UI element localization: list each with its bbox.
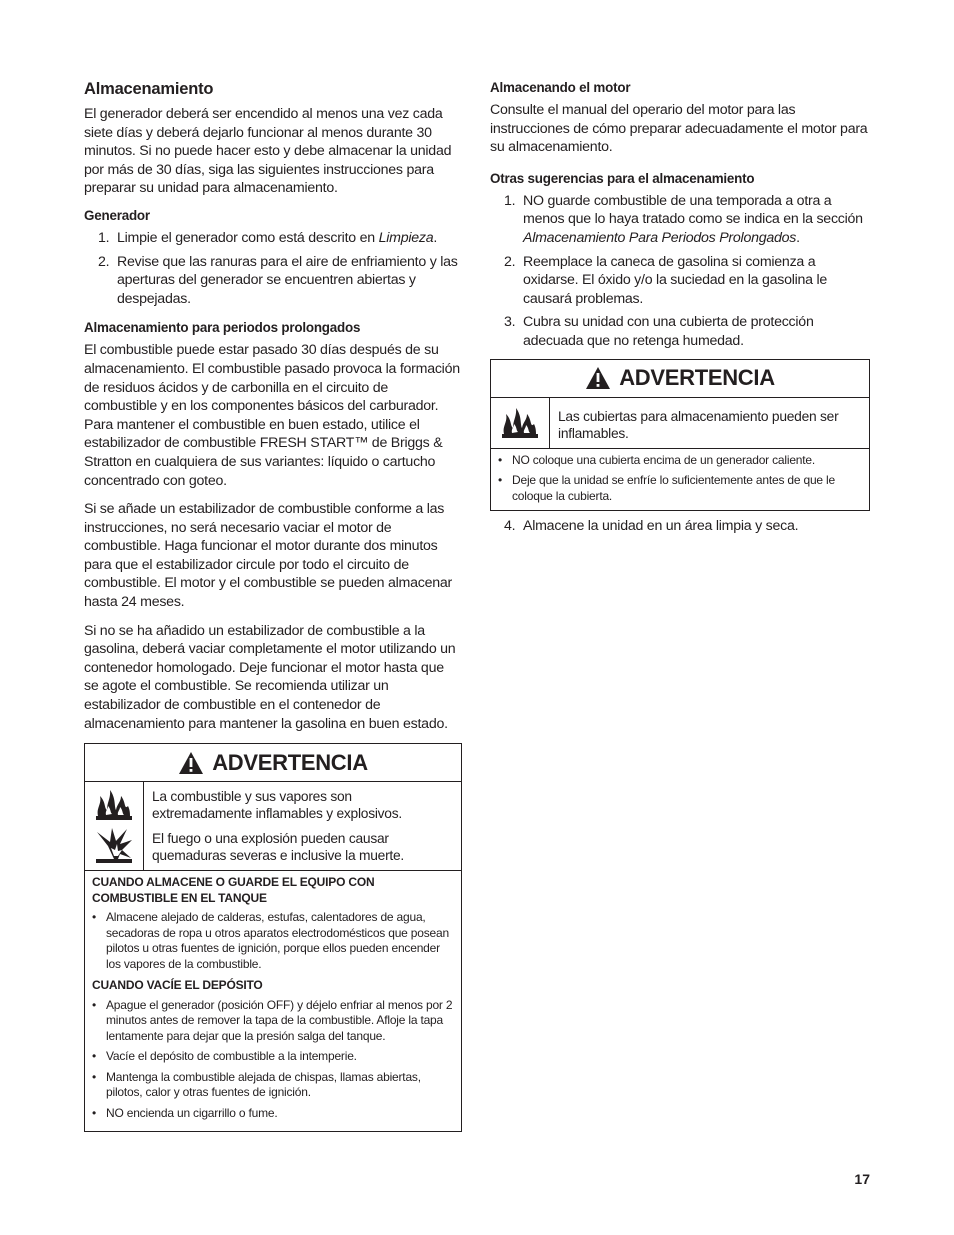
otras-list [490,192,870,351]
subheading-motor: Almacenando el motor [490,80,631,95]
left-column [84,80,462,1132]
explosion-icon [94,826,134,864]
bullet-item: • NO coloque una cubierta encima de un generador caliente. [498,452,816,467]
warning-body [491,398,869,449]
warning-message: Las cubiertas para almacenamiento pueden ser inflamables. [558,408,839,441]
list-item: 1. NO guarde combustible de una temporada a otra a menos que lo haya tratado como se indica en la sección Almacenamiento Para Periodos Prolongados. [504,192,863,246]
warning-body [85,782,461,871]
list-item: 1. Limpie el generador como está descrito en Limpieza. [98,229,438,246]
intro-paragraph: El generador deberá ser encendido al menos una vez cada siete días y deberá dejarlo funcionar al menos durante 30 minutos. Si no puede hacer esto y debe almacenar la unidad por más de 30 días, siga las siguientes instrucciones para preparar su unidad para almacenamiento. [84,106,452,197]
list-item: 3. Cubra su unidad con una cubierta de protección adecuada que no retenga humedad. [504,314,814,349]
warning-header [85,744,461,782]
paragraph: Si se añade un estabilizador de combustible conforme a las instrucciones, no será necesario vaciar el motor de combustible. Haga funcionar el motor durante dos minutos para que el estabilizador circule por todo el circuito de combustible. El motor y el combustible se pueden almacenar hasta 24 meses. [84,501,452,611]
subheading-prolongados: Almacenamiento para periodos prolongados [84,320,361,336]
warning-subheading: CUANDO ALMACENE O GUARDE EL EQUIPO CON COMBUSTIBLE EN EL TANQUE [92,875,375,905]
subheading-otras: Otras sugerencias para el almacenamiento [490,170,755,186]
subheading-generador: Generador [84,207,150,223]
paragraph: Si no se ha añadido un estabilizador de combustible a la gasolina, deberá vaciar completamente el motor utilizando un contenedor homologado. Deje funcionar el motor hasta que se agote el combustible. Se recomienda utilizar un estabilizador de combustible en el contenedor de almacenamiento para mantener la gasolina en buen estado. [84,622,456,732]
warning-triangle-icon [585,366,611,390]
paragraph: El combustible puede estar pasado 30 días después de su almacenamiento. El combustible pasado provoca la formación de residuos ácidos y de carbonilla en el circuito de combustible y en los componentes básicos del carburador. Para mantener el combustible en buen estado, utilice el estabilizador de combustible FRESH START™ de Briggs & Stratton en cualquiera de sus variantes: líquido o cartucho concentrado con goteo. [84,342,460,489]
warning-notes [491,449,869,511]
list-item: 2. Revise que las ranuras para el aire de enfriamiento y las aperturas del generador se encuentren abiertas y despejadas. [98,253,458,307]
section-heading-almacenamiento: Almacenamiento [84,80,214,98]
warning-message: El fuego o una explosión pueden causar quemaduras severas e inclusive la muerte. [152,831,405,864]
list-item: 4. Almacene la unidad en un área limpia y seca. [504,518,799,535]
warning-title: ADVERTENCIA [212,749,368,775]
cover-warning-box [490,359,870,512]
warning-subheading: CUANDO VACÍE EL DEPÓSITO [92,978,263,993]
bullet-item: • NO encienda un cigarrillo o fume. [92,1105,278,1120]
fire-icon [500,406,540,440]
list-item: 2. Reemplace la caneca de gasolina si comienza a oxidarse. El óxido y/o la suciedad en la gasolina le causará problemas. [504,253,828,307]
bullet-item: • Deje que la unidad se enfríe lo suficientemente antes de que le coloque la cubierta. [498,473,835,503]
page-number: 17 [854,1171,870,1187]
fire-icon [94,788,134,822]
bullet-item: • Mantenga la combustible alejada de chispas, llamas abiertas, pilotos, calor y otras fuentes de ignición. [92,1069,421,1100]
warning-header [491,360,869,398]
otras-list-continued [490,517,870,536]
bullet-item: • Vacíe el depósito de combustible a la intemperie. [92,1049,357,1064]
bullet-item: • Apague el generador (posición OFF) y déjelo enfriar al menos por 2 minutos antes de remover la tapa de la combustible. Afloje la tapa lentamente para dejar que la presión salga del tanque. [92,997,453,1043]
paragraph: Consulte el manual del operario del motor para las instrucciones de cómo preparar adecuadamente el motor para su almacenamiento. [490,102,868,156]
warning-triangle-icon [178,751,204,775]
warning-notes [85,871,461,1131]
generador-list [84,229,462,308]
fuel-warning-box [84,743,462,1132]
warning-message: La combustible y sus vapores son extremadamente inflamables y explosivos. [152,789,402,822]
bullet-item: • Almacene alejado de calderas, estufas, calentadores de agua, secadoras de ropa u otros aparatos electrodomésticos que posean pilotos u otras fuentes de ignición, porque ellos pueden encender los vapores de la combustible. [92,910,449,971]
right-column [490,80,870,548]
warning-title: ADVERTENCIA [619,365,775,391]
